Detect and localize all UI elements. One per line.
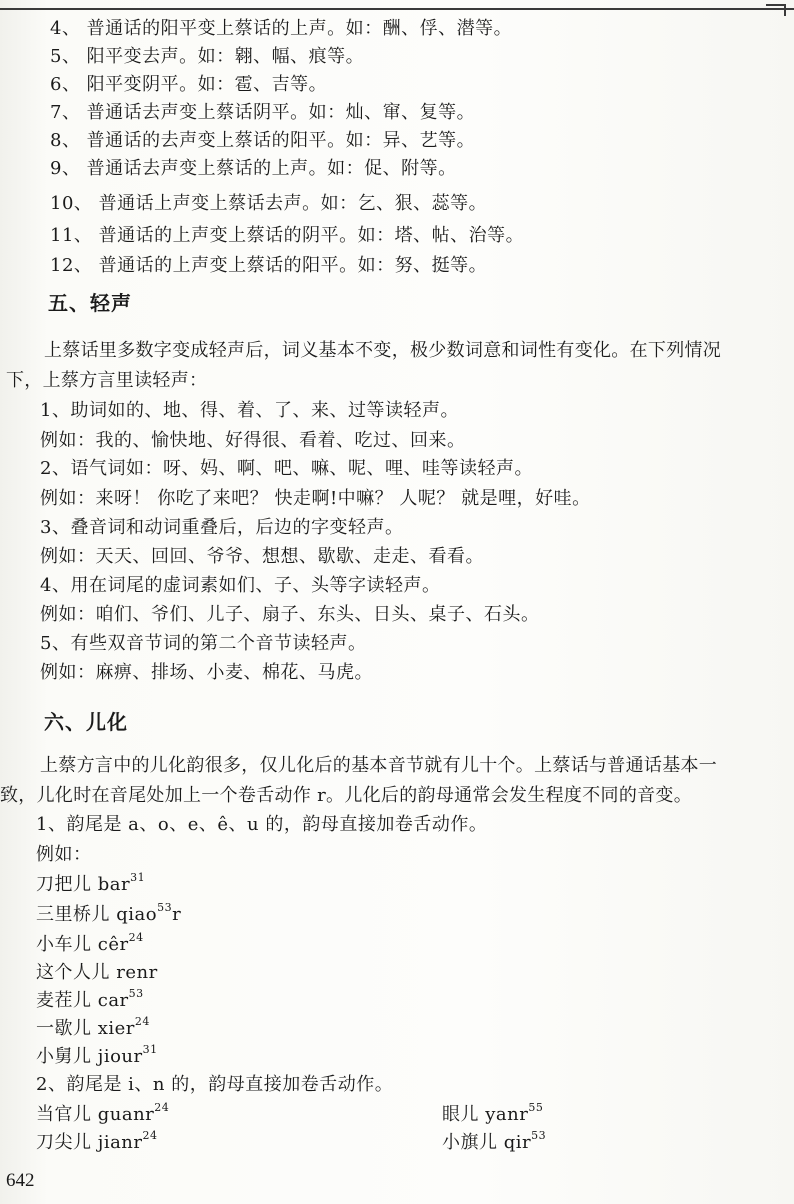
- rule-line: 1、助词如的、地、得、着、了、来、过等读轻声。: [40, 400, 459, 421]
- example-word: 小舅儿: [36, 1046, 92, 1067]
- tone-number: 53: [531, 1129, 547, 1142]
- rule-line: 5、有些双音节词的第二个音节读轻声。: [40, 633, 367, 654]
- tone-number: 24: [154, 1101, 170, 1114]
- list-item: 6、 阳平变阴平。如：雹、吉等。: [50, 74, 328, 95]
- example-romanization: renr: [116, 962, 158, 983]
- erhua-example: [36, 1101, 170, 1126]
- rule-line: 4、用在词尾的虚词素如们、子、头等字读轻声。: [40, 575, 441, 596]
- tone-number: 24: [142, 1129, 158, 1142]
- example-romanization: bar: [97, 874, 131, 895]
- example-romanization: yanr: [485, 1104, 529, 1125]
- example-romanization: qiao: [116, 904, 158, 925]
- erhua-example: [442, 1101, 544, 1126]
- example-word: 一歇儿: [36, 1018, 92, 1039]
- list-item: 10、 普通话上声变上蔡话去声。如：乞、狠、蕊等。: [50, 193, 488, 214]
- example-romanization: xier: [97, 1018, 135, 1039]
- list-item: 4、 普通话的阳平变上蔡话的上声。如：酬、俘、潜等。: [50, 18, 513, 39]
- tone-number: 24: [128, 931, 144, 944]
- erhua-example: [36, 987, 144, 1012]
- example-word: 眼儿: [442, 1104, 479, 1125]
- tone-number: 31: [130, 871, 146, 884]
- example-romanization: car: [97, 990, 129, 1011]
- tone-number: 53: [157, 901, 173, 914]
- list-item: 8、 普通话的去声变上蔡话的阳平。如：异、艺等。: [50, 130, 476, 151]
- example-line: 例如：天天、回回、爷爷、想想、歇歇、走走、看看。: [40, 546, 484, 567]
- erhua-example: [36, 1015, 150, 1040]
- tone-number: 31: [142, 1043, 158, 1056]
- tone-number: 55: [528, 1101, 544, 1114]
- erhua-example: [36, 901, 182, 926]
- erhua-example: [36, 871, 146, 896]
- page-number: 642: [6, 1170, 35, 1191]
- example-line: 例如：来呀！ 你吃了来吧？ 快走啊!中嘛？ 人呢？ 就是哩，好哇。: [40, 488, 591, 509]
- example-line: 例如：我的、愉快地、好得很、看着、吃过、回来。: [40, 430, 466, 451]
- example-romanization: cêr: [97, 934, 129, 955]
- top-rule: [0, 8, 794, 10]
- list-item: 12、 普通话的上声变上蔡话的阳平。如：努、挺等。: [50, 255, 488, 276]
- tone-number: 24: [134, 1015, 150, 1028]
- erhua-example: [36, 931, 144, 956]
- example-word: 当官儿: [36, 1104, 92, 1125]
- erhua-example: [36, 962, 158, 984]
- example-line: 例如：咱们、爷们、儿子、扇子、东头、日头、桌子、石头。: [40, 604, 540, 625]
- erhua-example: [442, 1129, 547, 1154]
- list-item: 7、 普通话去声变上蔡话阴平。如：灿、窜、复等。: [50, 102, 476, 123]
- example-word: 刀尖儿: [36, 1132, 92, 1153]
- section6-intro-line2: 致，儿化时在音尾处加上一个卷舌动作 r。儿化后的韵母通常会发生程度不同的音变。: [0, 785, 693, 806]
- example-line: 例如：麻痹、排场、小麦、棉花、马虎。: [40, 662, 373, 683]
- rule-line: 1、韵尾是 a、o、e、ê、u 的，韵母直接加卷舌动作。: [36, 814, 488, 835]
- section5-intro-line2: 下，上蔡方言里读轻声：: [6, 370, 208, 391]
- example-word: 小旗儿: [442, 1132, 498, 1153]
- section5-intro-line1: 上蔡话里多数字变成轻声后，词义基本不变，极少数词意和词性有变化。在下列情况: [44, 340, 722, 361]
- section-heading-qingsheng: 五、轻声: [48, 291, 132, 315]
- example-romanization: jianr: [97, 1132, 143, 1153]
- example-suffix: r: [172, 904, 182, 925]
- top-rule-corner: [766, 4, 786, 16]
- example-romanization: qir: [503, 1132, 532, 1153]
- example-word: 这个人儿: [36, 962, 110, 983]
- example-romanization: jiour: [97, 1046, 143, 1067]
- example-word: 三里桥儿: [36, 904, 110, 925]
- erhua-example: [36, 1129, 158, 1154]
- list-item: 5、 阳平变去声。如：翱、幅、痕等。: [50, 46, 365, 67]
- example-word: 刀把儿: [36, 874, 92, 895]
- example-word: 麦茬儿: [36, 990, 92, 1011]
- list-item: 11、 普通话的上声变上蔡话的阴平。如：塔、帖、治等。: [50, 225, 525, 246]
- section6-intro-line1: 上蔡方言中的儿化韵很多，仅儿化后的基本音节就有儿十个。上蔡话与普通话基本一: [40, 755, 718, 776]
- example-romanization: guanr: [97, 1104, 155, 1125]
- rule-line: 2、韵尾是 i、n 的，韵母直接加卷舌动作。: [36, 1074, 394, 1095]
- list-item: 9、 普通话去声变上蔡话的上声。如：促、附等。: [50, 158, 457, 179]
- rule-line: 2、语气词如：呀、妈、啊、吧、嘛、呢、哩、哇等读轻声。: [40, 458, 533, 479]
- example-word: 小车儿: [36, 934, 92, 955]
- tone-number: 53: [128, 987, 144, 1000]
- example-label: 例如：: [36, 844, 92, 865]
- erhua-example: [36, 1043, 158, 1068]
- section-heading-erhua: 六、儿化: [44, 710, 128, 734]
- rule-line: 3、叠音词和动词重叠后，后边的字变轻声。: [40, 517, 404, 538]
